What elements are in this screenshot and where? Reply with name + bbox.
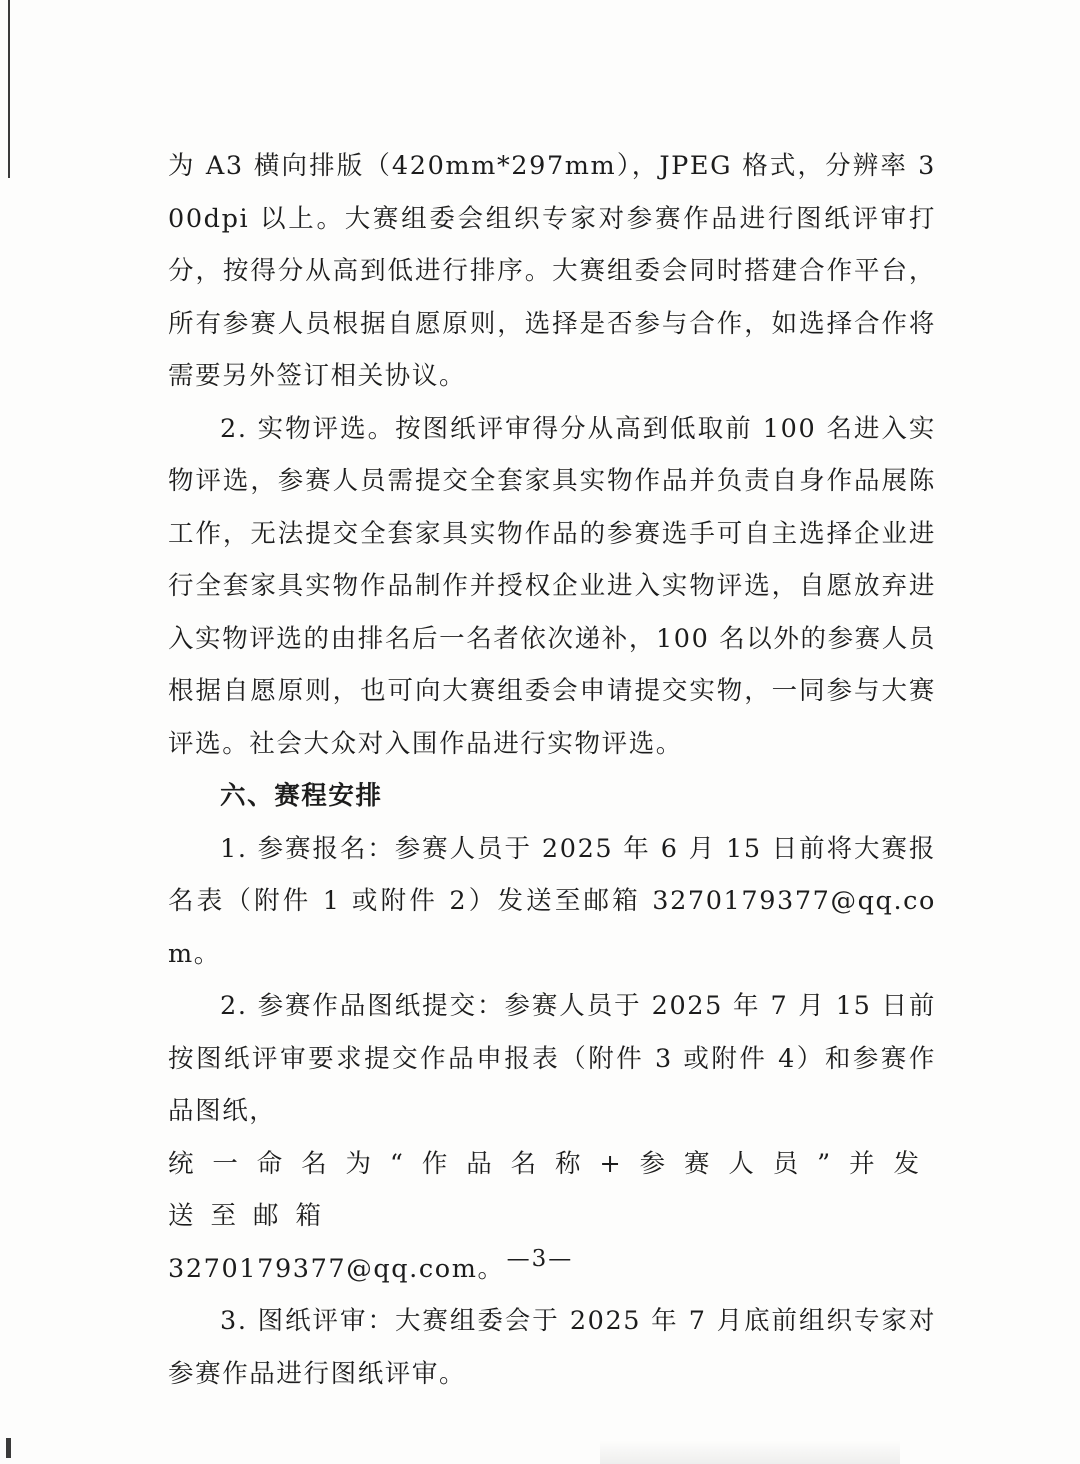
document-body [168, 140, 936, 1400]
schedule-item-registration: 1. 参赛报名：参赛人员于 2025 年 6 月 15 日前将大赛报名表（附件 1 或附件 2）发送至邮箱 3270179377@qq.com。 [168, 833, 936, 969]
scan-shadow [600, 1440, 900, 1464]
schedule-item-submission-naming: 统一命名为“作品名称+参赛人员”并发送至邮箱 [168, 1148, 936, 1231]
scan-edge-line [8, 0, 10, 178]
schedule-item-submission-email: 3270179377@qq.com。 [168, 1253, 505, 1284]
paragraph-continuation: 为 A3 横向排版（420mm*297mm），JPEG 格式，分辨率 300dpi 以上。大赛组委会组织专家对参赛作品进行图纸评审打分，按得分从高到低进行排序。大赛组委会同时搭建合作平台，所有参赛人员根据自愿原则，选择是否参与合作，如选择合作将需要另外签订相关协议。 [168, 151, 936, 391]
schedule-item-review: 3. 图纸评审：大赛组委会于 2025 年 7 月底前组织专家对参赛作品进行图纸评审。 [168, 1306, 936, 1389]
scan-edge-mark [6, 1438, 11, 1458]
paragraph-physical-selection: 2. 实物评选。按图纸评审得分从高到低取前 100 名进入实物评选，参赛人员需提交全套家具实物作品并负责自身作品展陈工作，无法提交全套家具实物作品的参赛选手可自主选择企业进行全套家具实物作品制作并授权企业进入实物评选，自愿放弃进入实物评选的由排名后一名者依次递补，100 名以外的参赛人员根据自愿原则，也可向大赛组委会申请提交实物，一同参与大赛评选。社会大众对入围作品进行实物评选。 [168, 413, 936, 759]
schedule-item-submission: 2. 参赛作品图纸提交：参赛人员于 2025 年 7 月 15 日前按图纸评审要求提交作品申报表（附件 3 或附件 4）和参赛作品图纸， [168, 991, 936, 1126]
section-heading: 六、赛程安排 [220, 781, 383, 811]
page-number: —3— [506, 1246, 574, 1272]
